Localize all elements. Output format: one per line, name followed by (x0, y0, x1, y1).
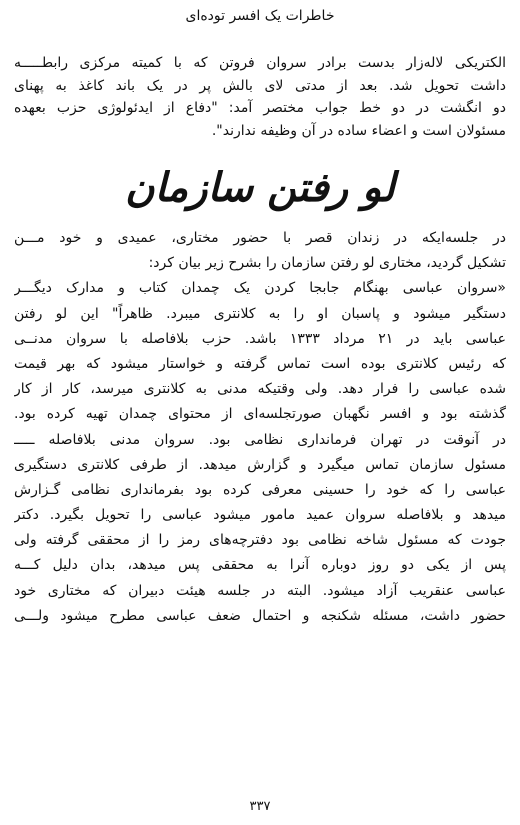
text-line: «سروان عباسی بهنگام جابجا کردن یک چمدان کتاب و مدارک دیگـــر (14, 280, 506, 297)
text-line: دو انگشت در دو خط جواب مختصر آمد: "دفاع از ایدئولوژی حزب بعهده (14, 100, 506, 116)
section-title: لو رفتن سازمان (125, 164, 395, 211)
text-line: جودت که مسئول شاخه نظامی بود دفترچه‌های رمز را از محققی گرفته ولی (14, 532, 506, 549)
text-line: مسئولان است و اعضاء ساده در آن وظیفه ندارند". (211, 122, 506, 139)
paragraph-quote (14, 276, 506, 629)
text-line: عباسی را که خود را حسینی معرفی کرده بود بفرمانداری نظامی گـزارش (14, 481, 506, 498)
text-line: در آنوقت در تهران فرمانداری نظامی بود. سروان مدنی بلافاصله ـــــ (14, 431, 506, 448)
text-line: حضور داشت، مسئله شکنجه و احتمال ضعف عباسی مطرح میشود ولـــی (14, 607, 506, 624)
page-number: ۳۳۷ (249, 799, 271, 814)
text-line: تشکیل گردید، مختاری لو رفتن سازمان را بشرح زیر بیان کرد: (148, 255, 506, 272)
text-line: در جلسه‌ایکه در زندان قصر با حضور مختاری، عمیدی و خود مـــن (14, 230, 506, 246)
body-text (14, 226, 506, 629)
text-line: پس از یکی دو روز دوباره آنرا به محققی پس میدهد، بدان دلیل کـــه (14, 557, 506, 574)
text-line: دستگیر میشود و پاسبان او را به کلانتری میبرد. ظاهراً" این لو رفتن (14, 305, 506, 322)
text-line: مسئول سازمان تماس میگیرد و گزارش میدهد. از طرفی کلانتری دستگیری (14, 456, 506, 473)
text-line: میدهد و بلافاصله سروان عمید مامور میشود عباسی را تحویل بگیرد. دکتر (14, 507, 506, 524)
text-line: عباسی عنقریب آزاد میشود. البته در جلسه هیئت دبیران که مختاری خود (14, 582, 506, 599)
text-line: شده عباسی را فرار دهد. ولی وقتیکه مدنی به کلانتری میرسد، کار از کار (14, 381, 506, 398)
running-header: خاطرات یک افسر توده‌ای (185, 8, 335, 24)
text-line: که رئیس کلانتری بوده است تماس گرفته و خواستار میشود که بهر قیمت (14, 355, 506, 372)
text-line: الکتریکی لاله‌زار بدست برادر سروان فروتن که با کمیته مرکزی رابطـــــه (14, 55, 506, 71)
top-paragraph (14, 52, 506, 142)
text-line: عباسی باید در ۲۱ مرداد ۱۳۳۳ باشد. حزب بلافاصله با سروان مدنــی (14, 330, 506, 347)
text-line: داشت تحویل شد. بعد از مدتی لای بالش پر در یک باند کاغذ به پهنای (14, 77, 506, 94)
paragraph-intro (14, 226, 506, 276)
text-line: گذشته بود و افسر نگهبان صورتجلسه‌ای از محتوای چمدان تهیه کرده بود. (14, 406, 506, 423)
